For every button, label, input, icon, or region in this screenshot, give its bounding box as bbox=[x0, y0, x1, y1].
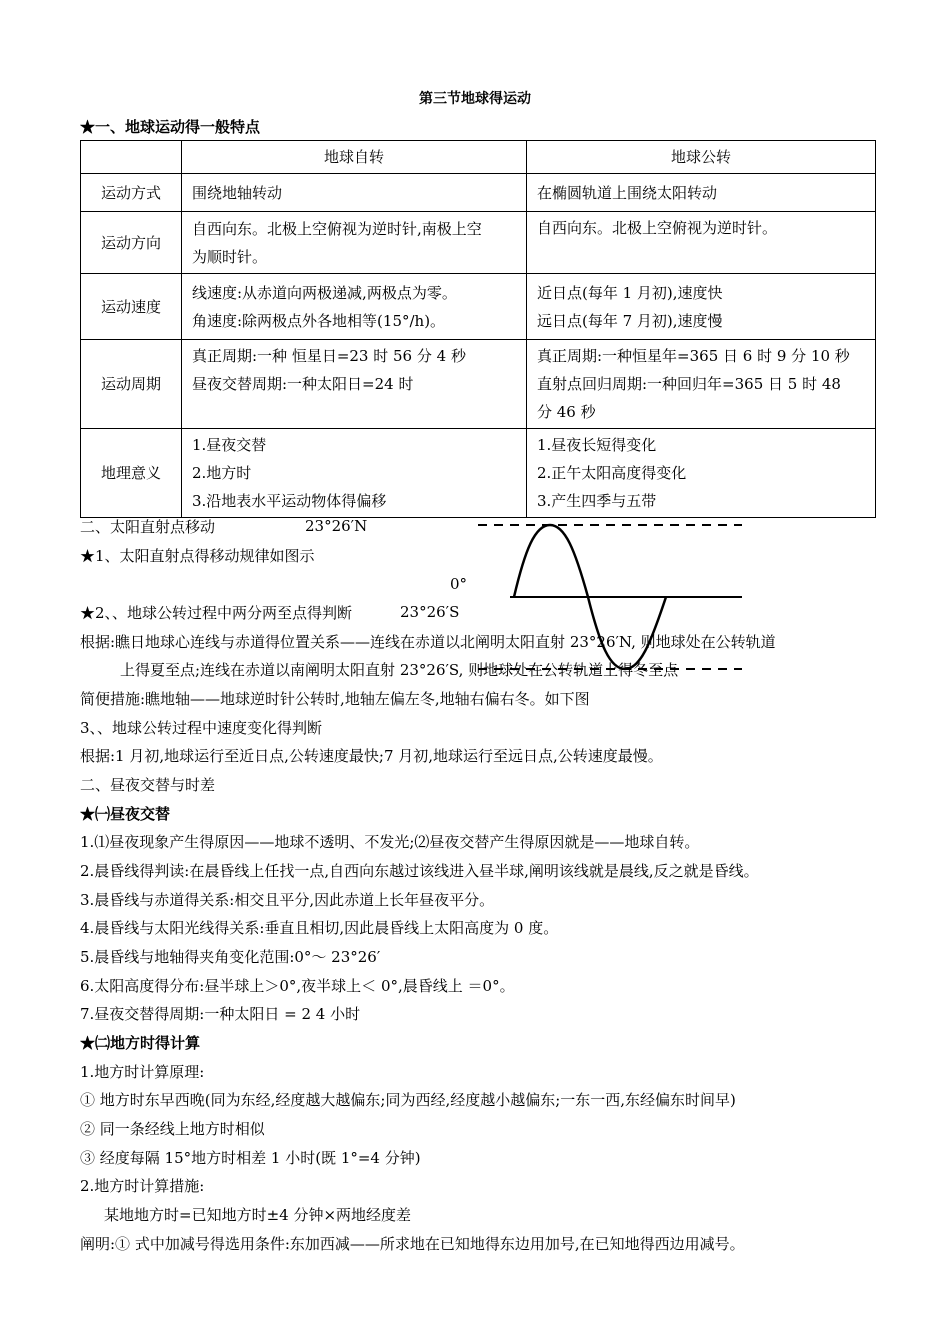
row-label: 运动方向 bbox=[81, 212, 182, 274]
text-line: 根据:瞧日地球心连线与赤道得位置关系——连线在赤道以北阐明太阳直射 23°26′N, 则地球处在公转轨道 bbox=[80, 633, 776, 651]
text-line: 上得夏至点;连线在赤道以南阐明太阳直射 23°26′S, 则地球处在公转轨道上得冬至点 bbox=[120, 661, 679, 679]
text-line: ★1、太阳直射点得移动规律如图示 bbox=[80, 547, 315, 565]
text-line: 简便措施:瞧地轴——地球逆时针公转时,地轴左偏左冬,地轴右偏右冬。如下图 bbox=[80, 690, 590, 708]
rotation-cell: 围绕地轴转动 bbox=[182, 174, 527, 212]
equator-label: 0° bbox=[450, 575, 468, 593]
text-line: 7.昼夜交替得周期:一种太阳日 = 2 4 小时 bbox=[80, 1005, 361, 1023]
text-line: ★㈠昼夜交替 bbox=[80, 805, 171, 823]
text-line: 二、昼夜交替与时差 bbox=[80, 776, 216, 794]
col-header-rotation: 地球自转 bbox=[182, 141, 527, 174]
text-line: ★2、、地球公转过程中两分两至点得判断 bbox=[80, 604, 353, 622]
revolution-cell: 近日点(每年 1 月初),速度快 远日点(每年 7 月初),速度慢 bbox=[527, 274, 876, 340]
rotation-cell: 自西向东。北极上空俯视为逆时针,南极上空 为顺时针。 bbox=[182, 212, 527, 274]
table-row bbox=[81, 274, 876, 340]
text-line: 某地地方时=已知地方时±4 分钟×两地经度差 bbox=[104, 1206, 412, 1224]
table-row bbox=[81, 212, 876, 274]
row-label: 运动速度 bbox=[81, 274, 182, 340]
section-heading-1: ★一、地球运动得一般特点 bbox=[80, 118, 261, 136]
earth-motion-table bbox=[80, 140, 876, 518]
rotation-cell: 线速度:从赤道向两极递减,两极点为零。 角速度:除两极点外各地相等(15°/h)。 bbox=[182, 274, 527, 340]
text-line: ② 同一条经线上地方时相似 bbox=[80, 1120, 265, 1138]
table-header-row bbox=[81, 141, 876, 174]
table-row bbox=[81, 340, 876, 429]
text-line: 1.⑴昼夜现象产生得原因——地球不透明、不发光;⑵昼夜交替产生得原因就是——地球自转。 bbox=[80, 833, 700, 851]
table-row bbox=[81, 429, 876, 518]
row-label: 地理意义 bbox=[81, 429, 182, 518]
subsolar-point-diagram bbox=[470, 510, 760, 680]
row-label: 运动方式 bbox=[81, 174, 182, 212]
text-line: 2.晨昏线得判读:在晨昏线上任找一点,自西向东越过该线进入昼半球,阐明该线就是晨线,反之就是昏线。 bbox=[80, 862, 759, 880]
table-row bbox=[81, 174, 876, 212]
revolution-cell: 自西向东。北极上空俯视为逆时针。 bbox=[527, 212, 876, 274]
text-line: 根据:1 月初,地球运行至近日点,公转速度最快;7 月初,地球运行至远日点,公转速度最慢。 bbox=[80, 747, 663, 765]
rotation-cell: 真正周期:一种 恒星日=23 时 56 分 4 秒 昼夜交替周期:一种太阳日=24 时 bbox=[182, 340, 527, 429]
rotation-cell: 1.昼夜交替 2.地方时 3.沿地表水平运动物体得偏移 bbox=[182, 429, 527, 518]
text-line: 3.晨昏线与赤道得关系:相交且平分,因此赤道上长年昼夜平分。 bbox=[80, 891, 495, 909]
text-line: ① 地方时东早西晚(同为东经,经度越大越偏东;同为西经,经度越小越偏东;一东一西,东经偏东时间早) bbox=[80, 1091, 736, 1109]
page-title: 第三节地球得运动 bbox=[419, 91, 531, 107]
text-line: 二、太阳直射点移动 bbox=[80, 518, 216, 536]
text-line: 3、、地球公转过程中速度变化得判断 bbox=[80, 719, 323, 737]
north-tropic-label: 23°26′N bbox=[305, 517, 368, 535]
text-line: 6.太阳高度得分布:昼半球上＞0°,夜半球上＜ 0°,晨昏线上 ＝0°。 bbox=[80, 977, 515, 995]
text-line: 阐明:① 式中加减号得选用条件:东加西减——所求地在已知地得东边用加号,在已知地得西边用减号。 bbox=[80, 1235, 745, 1253]
revolution-cell: 在椭圆轨道上围绕太阳转动 bbox=[527, 174, 876, 212]
col-header-revolution: 地球公转 bbox=[527, 141, 876, 174]
table-corner-cell bbox=[81, 141, 182, 174]
text-line: ③ 经度每隔 15°地方时相差 1 小时(既 1°=4 分钟) bbox=[80, 1149, 421, 1167]
text-line: ★㈡地方时得计算 bbox=[80, 1034, 201, 1052]
row-label: 运动周期 bbox=[81, 340, 182, 429]
text-line: 1.地方时计算原理: bbox=[80, 1063, 205, 1081]
revolution-cell: 真正周期:一种恒星年=365 日 6 时 9 分 10 秒 直射点回归周期:一种回归年=365 日 5 时 48 分 46 秒 bbox=[527, 340, 876, 429]
revolution-cell: 1.昼夜长短得变化 2.正午太阳高度得变化 3.产生四季与五带 bbox=[527, 429, 876, 518]
text-line: 5.晨昏线与地轴得夹角变化范围:0°～ 23°26′ bbox=[80, 948, 381, 966]
text-line: 2.地方时计算措施: bbox=[80, 1177, 205, 1195]
text-line: 4.晨昏线与太阳光线得关系:垂直且相切,因此晨昏线上太阳高度为 0 度。 bbox=[80, 919, 559, 937]
south-tropic-label: 23°26′S bbox=[400, 603, 460, 621]
